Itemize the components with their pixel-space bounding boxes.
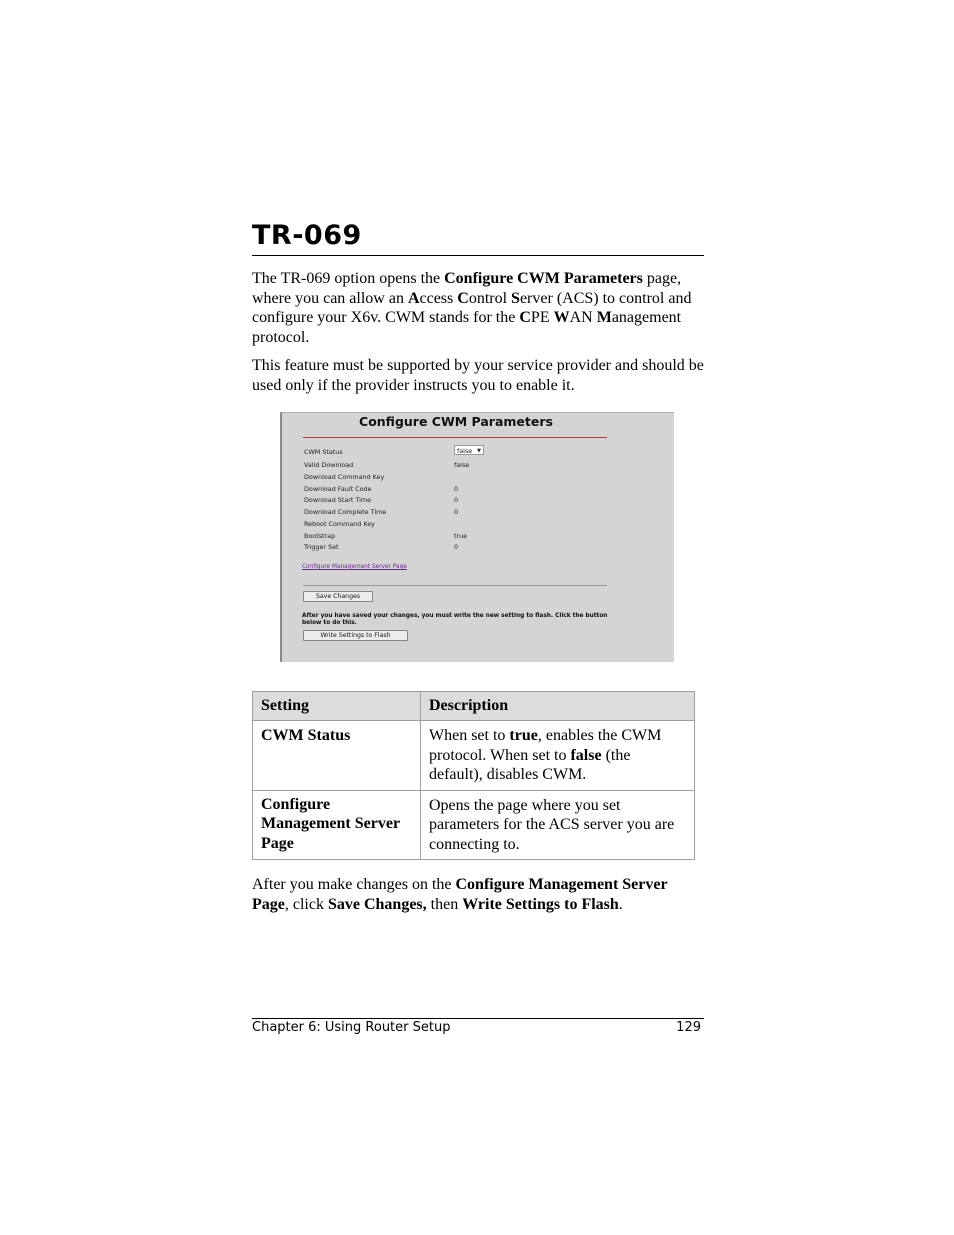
param-row — [304, 461, 604, 472]
description-text: When set to — [429, 727, 510, 744]
param-value: 0 — [454, 508, 459, 516]
configure-management-server-link[interactable]: Configure Management Server Page — [302, 564, 407, 570]
intro-bold: Configure CWM Parameters — [444, 270, 643, 287]
intro-text: PE — [530, 309, 554, 326]
intro-text: anagement protocol. — [252, 309, 682, 346]
cwm-status-row — [304, 448, 604, 459]
param-row — [304, 520, 604, 531]
param-value: false — [454, 461, 470, 469]
description-cell — [421, 721, 695, 791]
intro-text: ccess — [419, 289, 458, 307]
param-value: 0 — [454, 496, 459, 504]
screenshot-title: Configure CWM Parameters — [359, 414, 553, 429]
after-paragraph — [252, 875, 697, 914]
setting-cell: CWM Status — [253, 721, 421, 791]
flash-note: After you have saved your changes, you must write the new setting to flash. Click the button below to do this. — [302, 613, 608, 626]
intro-bold: W — [553, 309, 570, 326]
description-text: , enables the CWM protocol. When set to — [429, 727, 662, 764]
intro-bold: C — [457, 289, 469, 307]
param-label: Reboot Command Key — [304, 520, 375, 528]
setting-header: Setting — [253, 692, 421, 721]
param-row — [304, 473, 604, 484]
footer-page-number: 129 — [676, 1020, 701, 1035]
param-row — [304, 532, 604, 543]
intro-bold: A — [407, 289, 420, 307]
setting-cell: Configure Management Server Page — [253, 790, 421, 860]
description-cell: Opens the page where you set parameters for the ACS server you are connecting to. — [421, 790, 695, 860]
table-header-row — [253, 692, 695, 721]
after-text: After you make changes on the — [252, 876, 456, 893]
intro-text: erver (ACS) to control and configure your X6v. CWM stands for the — [252, 289, 692, 326]
param-label: Download Complete Time — [304, 508, 387, 516]
param-value: 0 — [454, 543, 459, 551]
param-label: Download Fault Code — [304, 485, 372, 493]
param-label: Trigger Set — [304, 543, 339, 551]
description-header: Description — [421, 692, 695, 721]
param-label: Valid Download — [304, 461, 354, 469]
param-row — [304, 496, 604, 507]
param-value: true — [454, 532, 468, 540]
notice-paragraph: This feature must be supported by your service provider and should be used only if the provider instructs you to enable it. — [252, 357, 704, 394]
after-text: . — [618, 895, 623, 913]
after-bold: Save Changes, — [327, 895, 427, 913]
description-bold: true — [509, 727, 538, 744]
title-divider — [252, 255, 704, 256]
page-title: TR-069 — [252, 220, 362, 251]
description-bold: false — [570, 746, 602, 764]
screenshot-divider — [303, 585, 607, 586]
intro-text: AN — [569, 309, 597, 326]
footer-chapter: Chapter 6: Using Router Setup — [252, 1020, 451, 1035]
after-bold: Write Settings to Flash — [462, 895, 619, 913]
intro-text: page, where you can allow an — [252, 270, 682, 307]
description-text: (the default), disables CWM. — [429, 746, 631, 783]
after-text: , click — [284, 895, 328, 913]
intro-bold: C — [519, 309, 531, 326]
after-text: then — [426, 895, 463, 913]
param-row — [304, 485, 604, 496]
screenshot-title-rule — [303, 437, 607, 438]
param-row — [304, 543, 604, 554]
save-changes-button[interactable]: Save Changes — [303, 591, 373, 602]
intro-bold: S — [511, 289, 520, 307]
chevron-down-icon: ▼ — [477, 448, 481, 454]
settings-table — [252, 691, 695, 860]
param-label: Download Command Key — [304, 473, 385, 481]
param-row — [304, 508, 604, 519]
param-label: Download Start Time — [304, 496, 372, 504]
cwm-screenshot — [280, 412, 674, 662]
after-bold: Configure Management Server Page — [252, 876, 668, 913]
table-row — [253, 721, 695, 791]
intro-bold: M — [596, 309, 612, 326]
param-value: 0 — [454, 485, 459, 493]
intro-paragraph — [252, 269, 707, 347]
cwm-status-value: false — [457, 447, 473, 455]
intro-text: ontrol — [468, 289, 512, 307]
table-row — [253, 790, 695, 860]
footer-divider — [252, 1018, 704, 1019]
intro-text: The TR-069 option opens the — [252, 270, 445, 287]
write-settings-button[interactable]: Write Settings to Flash — [303, 630, 408, 641]
param-label: Bootstrap — [304, 532, 336, 540]
cwm-status-label: CWM Status — [304, 448, 343, 456]
cwm-status-select[interactable] — [454, 445, 484, 455]
